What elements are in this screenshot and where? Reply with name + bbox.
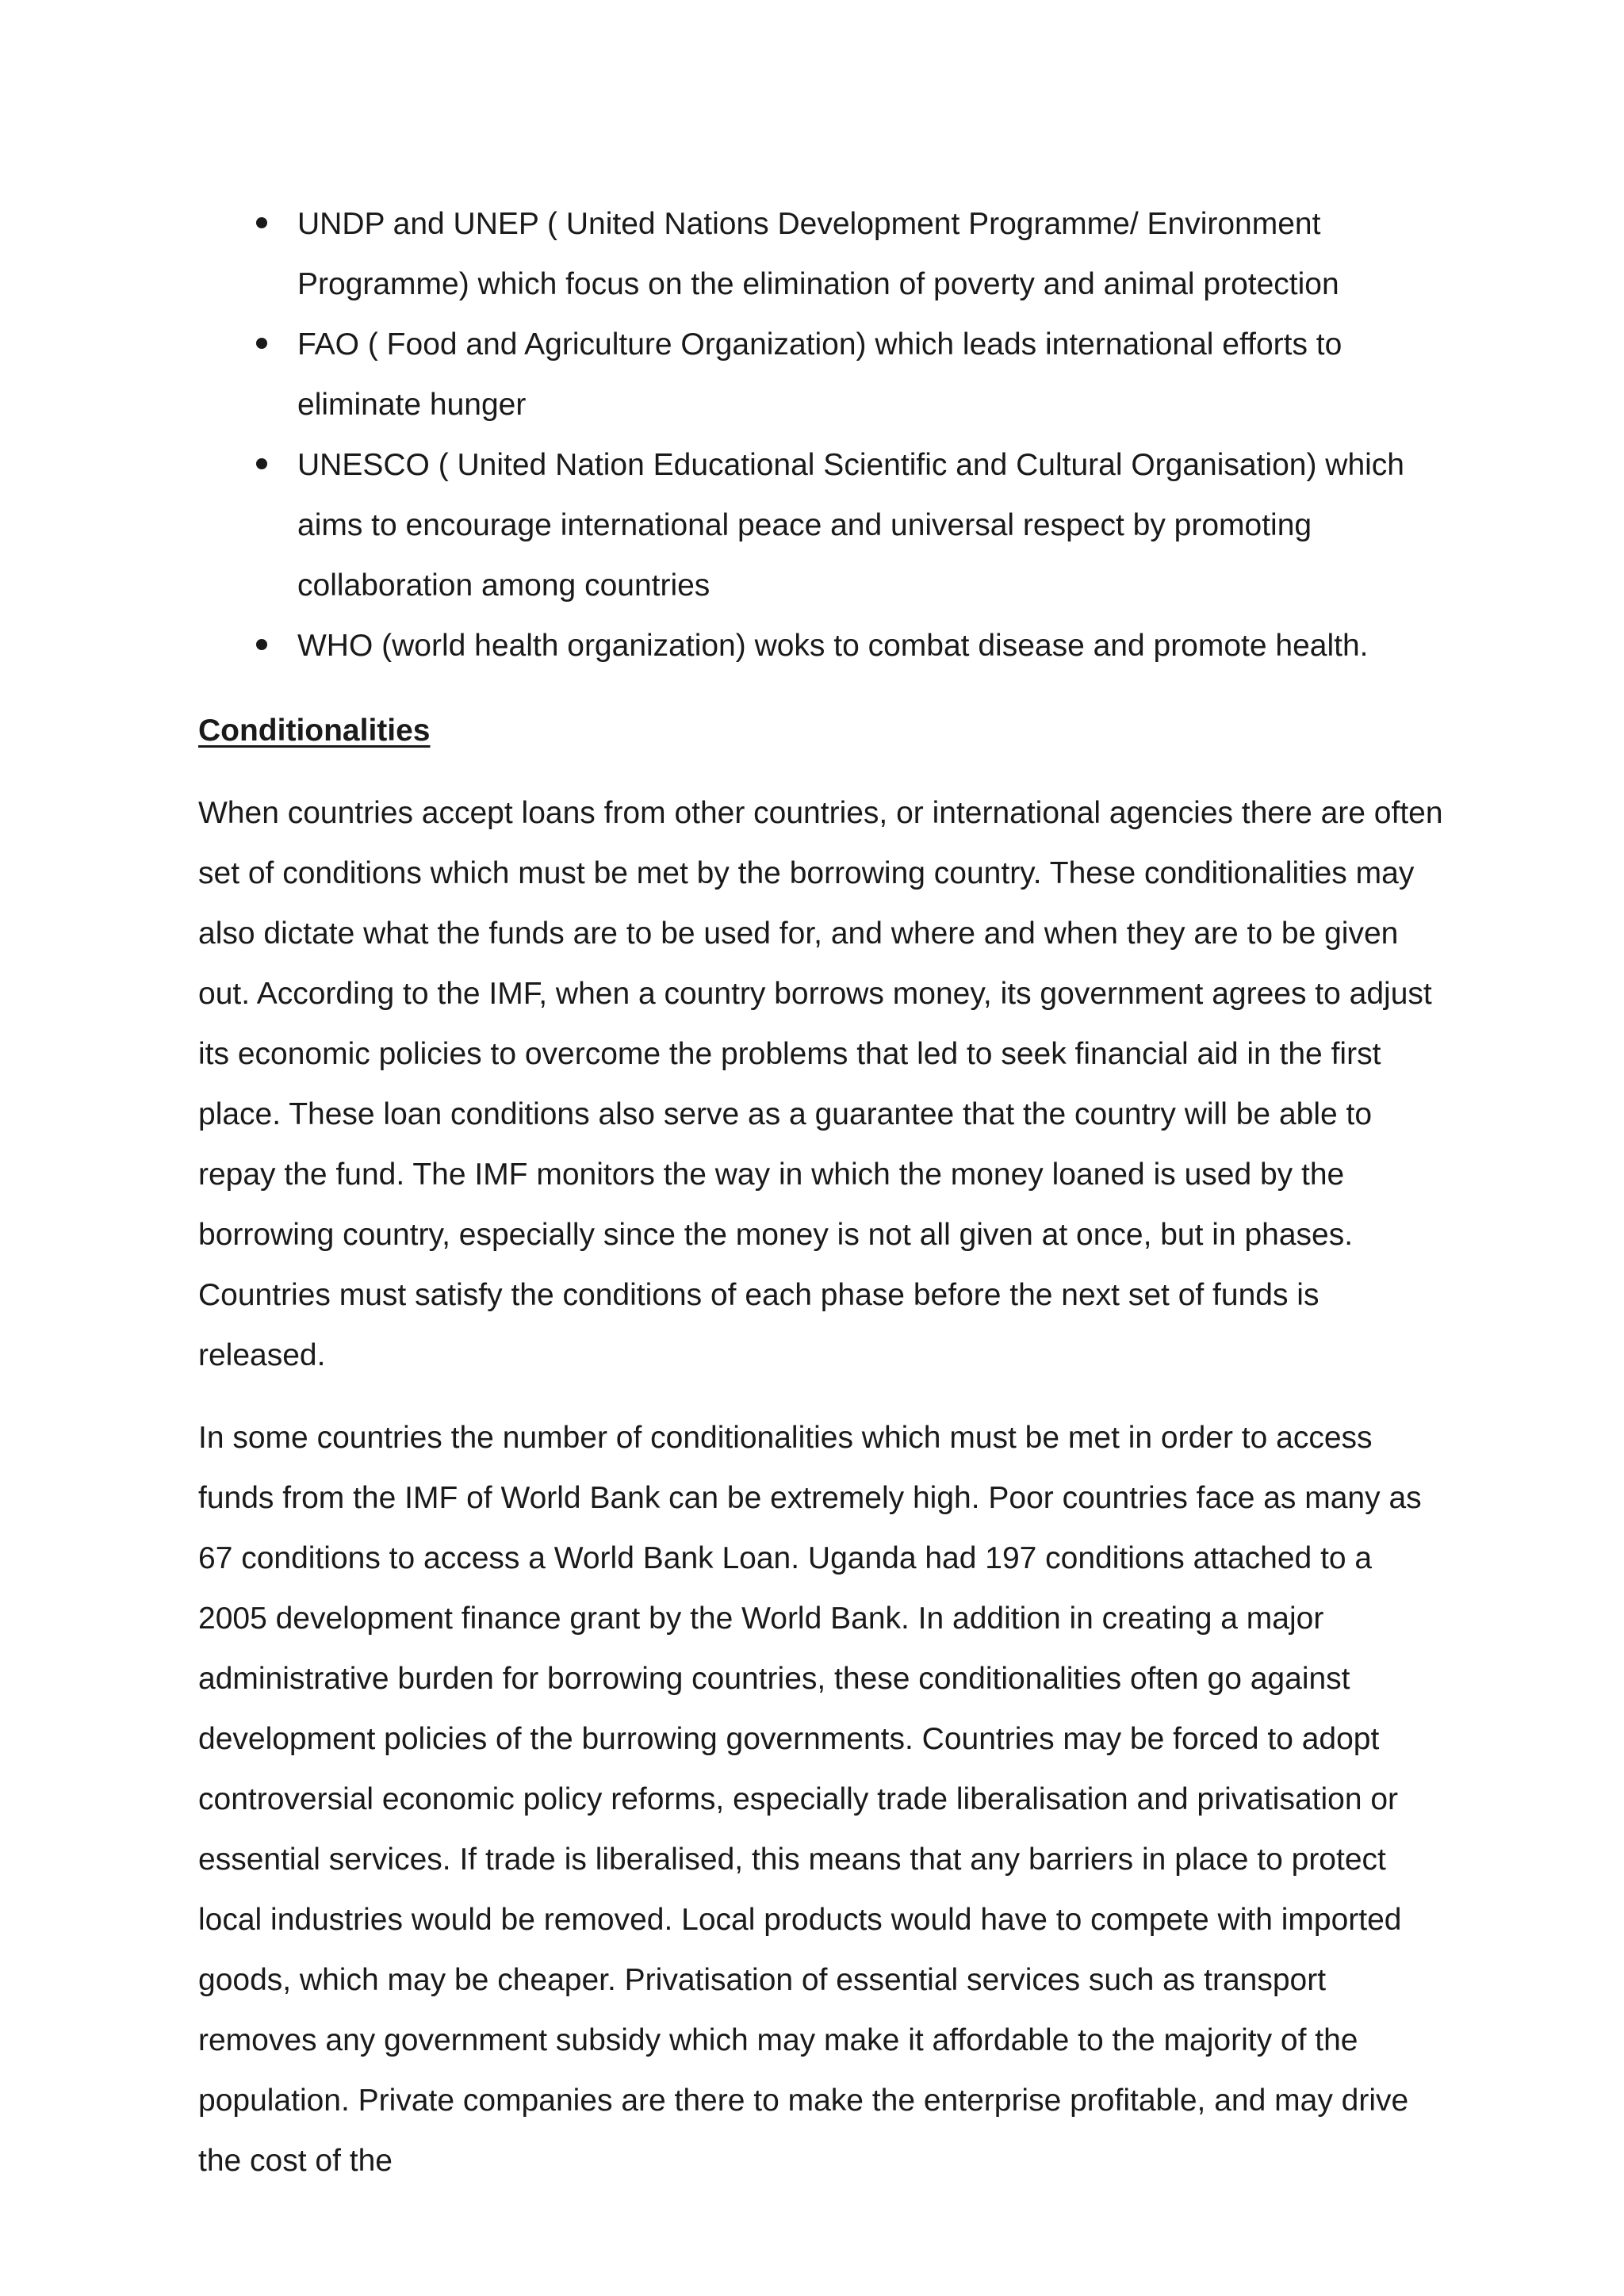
bullet-text: UNDP and UNEP ( United Nations Development Programme/ Environment Programme) which focus on the elimination of poverty and animal protection	[297, 207, 1339, 301]
bullet-text: WHO (world health organization) woks to combat disease and promote health.	[297, 629, 1369, 663]
bullet-dot-icon	[256, 338, 267, 349]
bullet-item-who	[198, 616, 1443, 676]
bullet-text: UNESCO ( United Nation Educational Scientific and Cultural Organisation) which aims to encourage international peace and universal respect by promoting collaboration among countries	[297, 448, 1404, 603]
bullet-dot-icon	[256, 639, 267, 650]
bullet-item-undp-unep	[198, 194, 1443, 315]
bullet-dot-icon	[256, 458, 267, 469]
bullet-dot-icon	[256, 217, 267, 228]
section-heading: Conditionalities	[198, 714, 431, 748]
organization-bullet-list	[198, 194, 1443, 676]
page-content	[198, 194, 1443, 2191]
paragraph-conditionalities-impact: In some countries the number of conditionalities which must be met in order to access funds from the IMF of World Bank can be extremely high. Poor countries face as many as 67 conditions to access a World Bank Loan. Uganda had 197 conditions attached to a 2005 development finance grant by the World Bank. In addition in creating a major administrative burden for borrowing countries, these conditionalities often go against development policies of the burrowing governments. Countries may be forced to adopt controversial economic policy reforms, especially trade liberalisation and privatisation or essential services. If trade is liberalised, this means that any barriers in place to protect local industries would be removed. Local products would have to compete with imported goods, which may be cheaper. Privatisation of essential services such as transport removes any government subsidy which may make it affordable to the majority of the population. Private companies are there to make the enterprise profitable, and may drive the cost of the	[198, 1421, 1422, 2178]
bullet-item-fao	[198, 315, 1443, 435]
bullet-item-unesco	[198, 435, 1443, 616]
paragraph-conditionalities-intro: When countries accept loans from other countries, or international agencies there are often set of conditions which must be met by the borrowing country. These conditionalities may also dictate what the funds are to be used for, and where and when they are to be given out. According to the IMF, when a country borrows money, its government agrees to adjust its economic policies to overcome the problems that led to seek financial aid in the first place. These loan conditions also serve as a guarantee that the country will be able to repay the fund. The IMF monitors the way in which the money loaned is used by the borrowing country, especially since the money is not all given at once, but in phases. Countries must satisfy the conditions of each phase before the next set of funds is released.	[198, 796, 1443, 1372]
bullet-text: FAO ( Food and Agriculture Organization) which leads international efforts to eliminate hunger	[297, 327, 1342, 422]
